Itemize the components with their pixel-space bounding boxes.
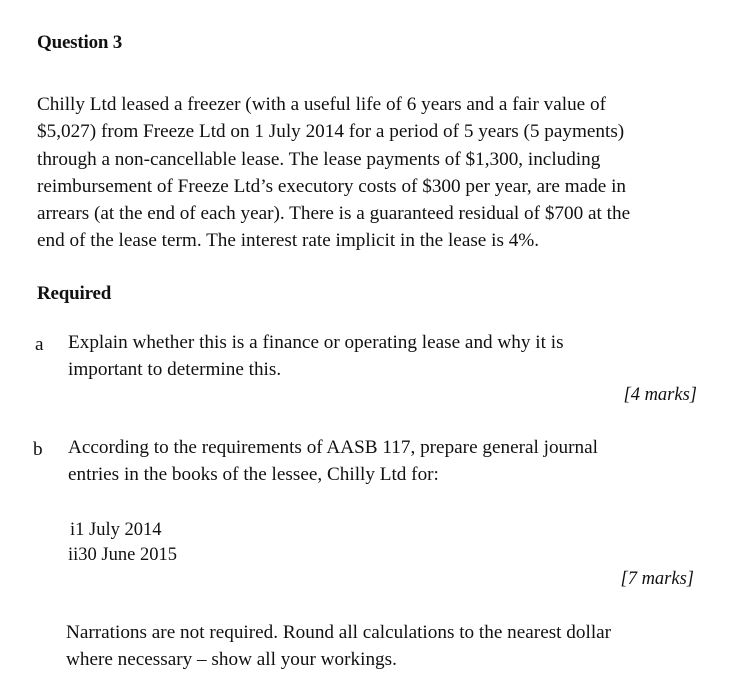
intro-line: $5,027) from Freeze Ltd on 1 July 2014 for a period of 5 years (5 payments) (37, 121, 625, 143)
part-b-label: b (33, 439, 43, 460)
required-heading: Required (37, 283, 112, 304)
part-a-label: a (35, 334, 44, 355)
part-a-marks: [4 marks] (623, 385, 697, 405)
question-intro-paragraph (37, 91, 630, 255)
question-title: Question 3 (37, 32, 123, 53)
part-b-marks: [7 marks] (620, 569, 694, 589)
intro-line: arrears (at the end of each year). There is a guaranteed residual of $700 at the (37, 203, 631, 225)
part-a-line: important to determine this. (68, 359, 282, 381)
part-b-sub-item-i: i1 July 2014 (70, 520, 162, 540)
intro-line: reimbursement of Freeze Ltd’s executory costs of $300 per year, are made in (37, 175, 627, 197)
part-a-line: Explain whether this is a finance or operating lease and why it is (68, 332, 564, 353)
part-b-line: entries in the books of the lessee, Chilly Ltd for: (68, 464, 439, 486)
part-a-text (68, 329, 564, 384)
part-b-line: According to the requirements of AASB 117, prepare general journal (68, 437, 598, 458)
intro-line: through a non-cancellable lease. The lease payments of $1,300, including (37, 148, 601, 170)
intro-line: end of the lease term. The interest rate implicit in the lease is 4%. (37, 230, 540, 252)
note-line: where necessary – show all your workings. (66, 649, 397, 671)
intro-line: Chilly Ltd leased a freezer (with a useful life of 6 years and a fair value of (37, 94, 606, 115)
part-b-sub-item-ii: ii30 June 2015 (68, 545, 177, 565)
note-line: Narrations are not required. Round all calculations to the nearest dollar (66, 622, 612, 643)
instructions-note (66, 619, 611, 674)
part-b-text (68, 434, 598, 489)
